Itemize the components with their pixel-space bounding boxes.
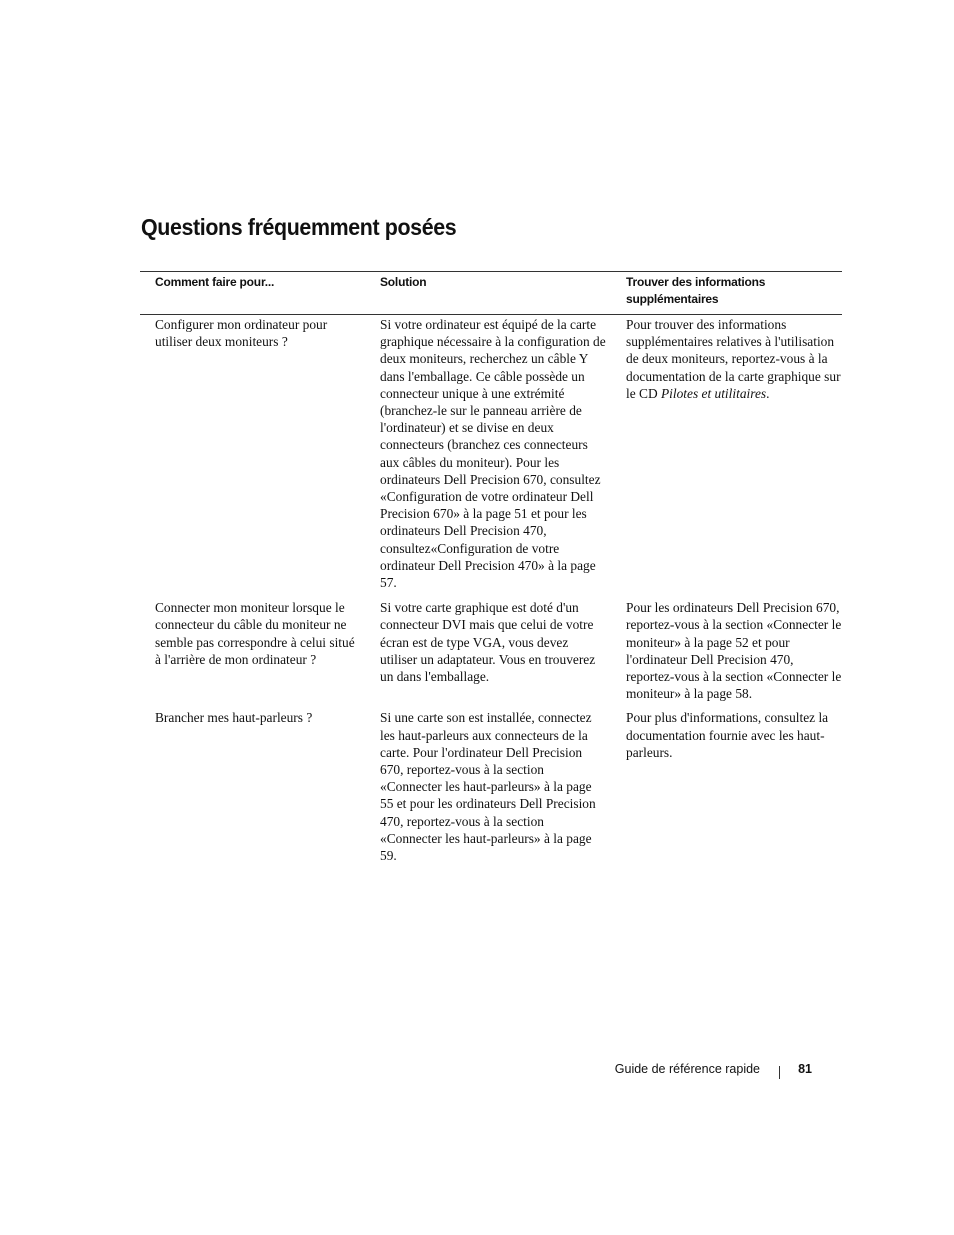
table-header-row (140, 272, 842, 315)
info-cell: Pour les ordinateurs Dell Precision 670, reportez-vous à la section «Connecter le moniteur» à la page 52 et pour l'ordinateur Dell Precision 470, reportez-vous à la section «Connecter le moniteur» à la page 58. (626, 600, 842, 702)
page-number: 81 (798, 1062, 812, 1076)
info-suffix: . (766, 385, 770, 401)
footer-guide-title: Guide de référence rapide (614, 1062, 760, 1076)
solution-cell: Si votre ordinateur est équipé de la carte graphique nécessaire à la configuration de deux moniteurs, recherchez un câble Y dans l'emballage. Ce câble possède un connecteur unique à une extrémité (branchez-le sur le panneau arrière de l'ordinateur) et se divise en deux connecteurs (branchez ces connecteurs aux câbles du moniteur). Pour les ordinateurs Dell Precision 670, consultez «Configuration de votre ordinateur Dell Precision 670» à la page 51 et pour les ordinateurs Dell Precision 470, consultez«Configuration de votre ordinateur Dell Precision 470» à la page 57. (380, 317, 606, 591)
solution-cell: Si votre carte graphique est doté d'un connecteur DVI mais que celui de votre écran est de type VGA, vous devez utiliser un adaptateur. Vous en trouverez un dans l'emballage. (380, 600, 596, 685)
table-row (140, 315, 842, 600)
cd-title: Pilotes et utilitaires (660, 385, 767, 401)
info-cell (612, 315, 842, 600)
footer-divider (779, 1066, 780, 1079)
header-solution: Solution (366, 272, 612, 315)
page-footer (0, 1062, 812, 1082)
question-cell: Connecter mon moniteur lorsque le connecteur du câble du moniteur ne semble pas correspondre à celui situé à l'arrière de mon ordinateur ? (155, 600, 355, 667)
question-cell: Brancher mes haut-parleurs ? (155, 710, 313, 726)
page-title: Questions fréquemment posées (141, 214, 457, 240)
info-text: Pour trouver des informations supplémentaires relatives à l'utilisation de deux moniteurs, reportez-vous à la documentation de la carte graphique sur le CD (626, 317, 841, 401)
header-more-info: Trouver des informations supplémentaires (612, 272, 842, 315)
table-row (140, 709, 842, 870)
info-cell: Pour plus d'informations, consultez la documentation fournie avec les haut-parleurs. (626, 710, 829, 760)
question-cell: Configurer mon ordinateur pour utiliser deux moniteurs ? (155, 317, 328, 350)
header-how-to: Comment faire pour... (140, 272, 366, 315)
solution-cell: Si une carte son est installée, connectez les haut-parleurs aux connecteurs de la carte. Pour l'ordinateur Dell Precision 670, reportez-vous à la section «Connecter les haut-parleurs» à la page 55 et pour les ordinateurs Dell Precision 470, reportez-vous à la section «Connecter les haut-parleurs» à la page 59. (380, 710, 596, 864)
faq-table (140, 271, 842, 870)
table-row (140, 599, 842, 709)
